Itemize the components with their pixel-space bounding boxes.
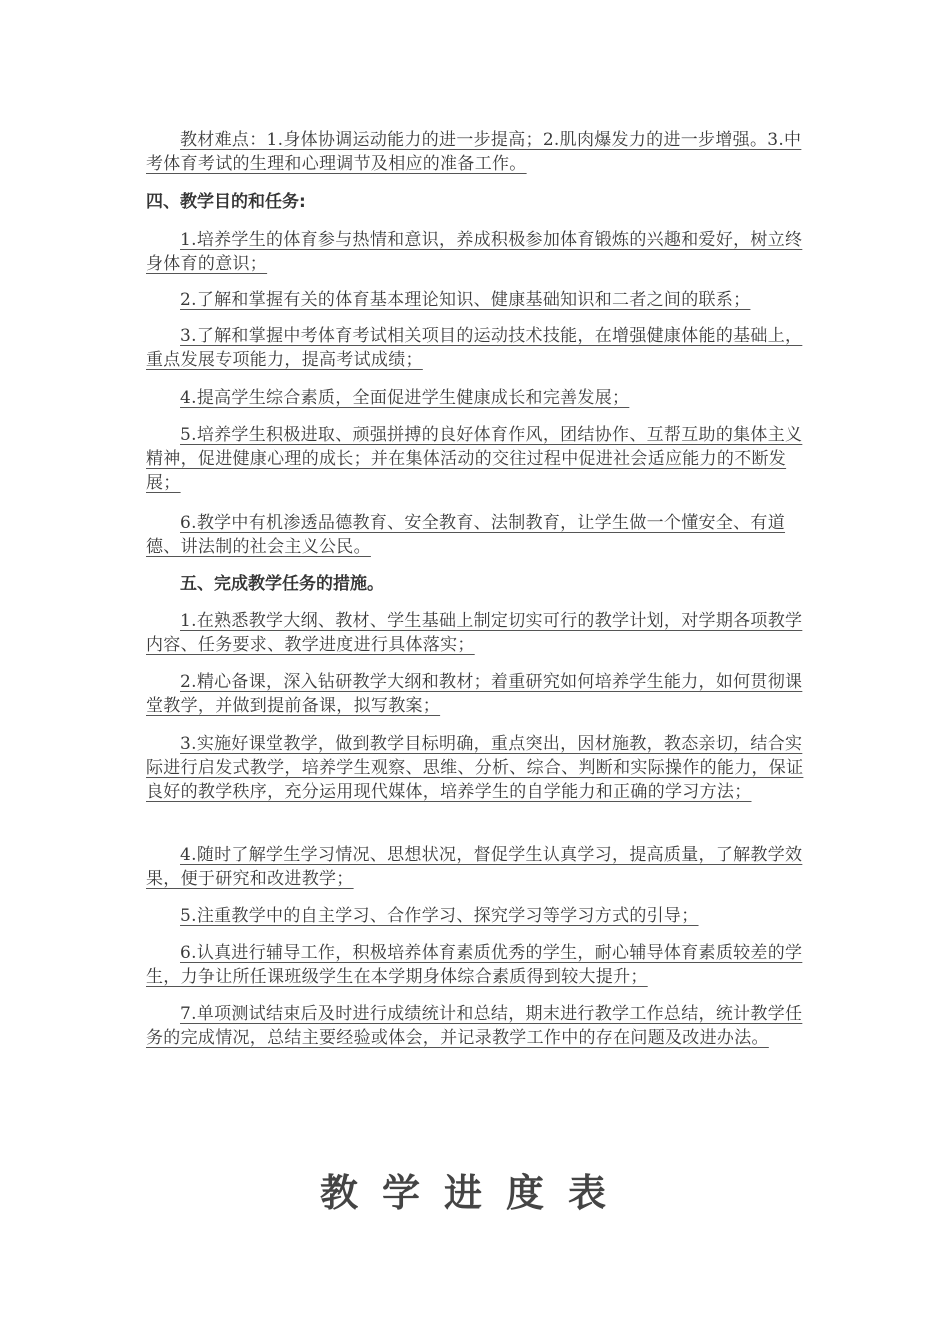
measure-item-4: 4.随时了解学生学习情况、思想状况，督促学生认真学习，提高质量，了解教学效果，便于研究和改进教学； xyxy=(146,845,803,889)
goal-item-4: 4.提高学生综合素质，全面促进学生健康成长和完善发展； xyxy=(180,388,630,408)
progress-table-title: 教学进度表 xyxy=(319,1171,630,1215)
measure-item-2: 2.精心备课，深入钻研教学大纲和教材；着重研究如何培养学生能力，如何贯彻课堂教学，并做到提前备课，拟写教案； xyxy=(146,672,803,716)
goal-item-3: 3.了解和掌握中考体育考试相关项目的运动技术技能，在增强健康体能的基础上，重点发展专项能力，提高考试成绩； xyxy=(146,326,803,370)
measure-item-5: 5.注重教学中的自主学习、合作学习、探究学习等学习方式的引导； xyxy=(180,906,699,926)
measure-item-1: 1.在熟悉教学大纲、教材、学生基础上制定切实可行的教学计划，对学期各项教学内容、任务要求、教学进度进行具体落实； xyxy=(146,611,803,655)
section4-heading: 四、教学目的和任务: xyxy=(146,192,306,212)
difficulty-paragraph: 教材难点：1.身体协调运动能力的进一步提高；2.肌肉爆发力的进一步增强。3.中考体育考试的生理和心理调节及相应的准备工作。 xyxy=(146,130,802,174)
goal-item-6: 6.教学中有机渗透品德教育、安全教育、法制教育，让学生做一个懂安全、有道德、讲法制的社会主义公民。 xyxy=(146,513,786,557)
section5-heading: 五、完成教学任务的措施。 xyxy=(180,574,384,594)
measure-item-3: 3.实施好课堂教学，做到教学目标明确，重点突出，因材施教，教态亲切，结合实际进行启发式教学，培养学生观察、思维、分析、综合、判断和实际操作的能力，保证良好的教学秩序，充分运用现代媒体，培养学生的自学能力和正确的学习方法； xyxy=(146,734,804,802)
measure-item-6: 6.认真进行辅导工作，积极培养体育素质优秀的学生，耐心辅导体育素质较差的学生，力争让所任课班级学生在本学期身体综合素质得到较大提升； xyxy=(146,943,803,987)
goal-item-2: 2.了解和掌握有关的体育基本理论知识、健康基础知识和二者之间的联系； xyxy=(180,290,751,310)
goal-item-1: 1.培养学生的体育参与热情和意识，养成积极参加体育锻炼的兴趣和爱好，树立终身体育的意识； xyxy=(146,230,803,274)
goal-item-5: 5.培养学生积极进取、顽强拼搏的良好体育作风，团结协作、互帮互助的集体主义精神，促进健康心理的成长；并在集体活动的交往过程中促进社会适应能力的不断发展； xyxy=(146,425,803,493)
measure-item-7: 7.单项测试结束后及时进行成绩统计和总结，期末进行教学工作总结，统计教学任务的完成情况，总结主要经验或体会，并记录教学工作中的存在问题及改进办法。 xyxy=(146,1004,803,1048)
